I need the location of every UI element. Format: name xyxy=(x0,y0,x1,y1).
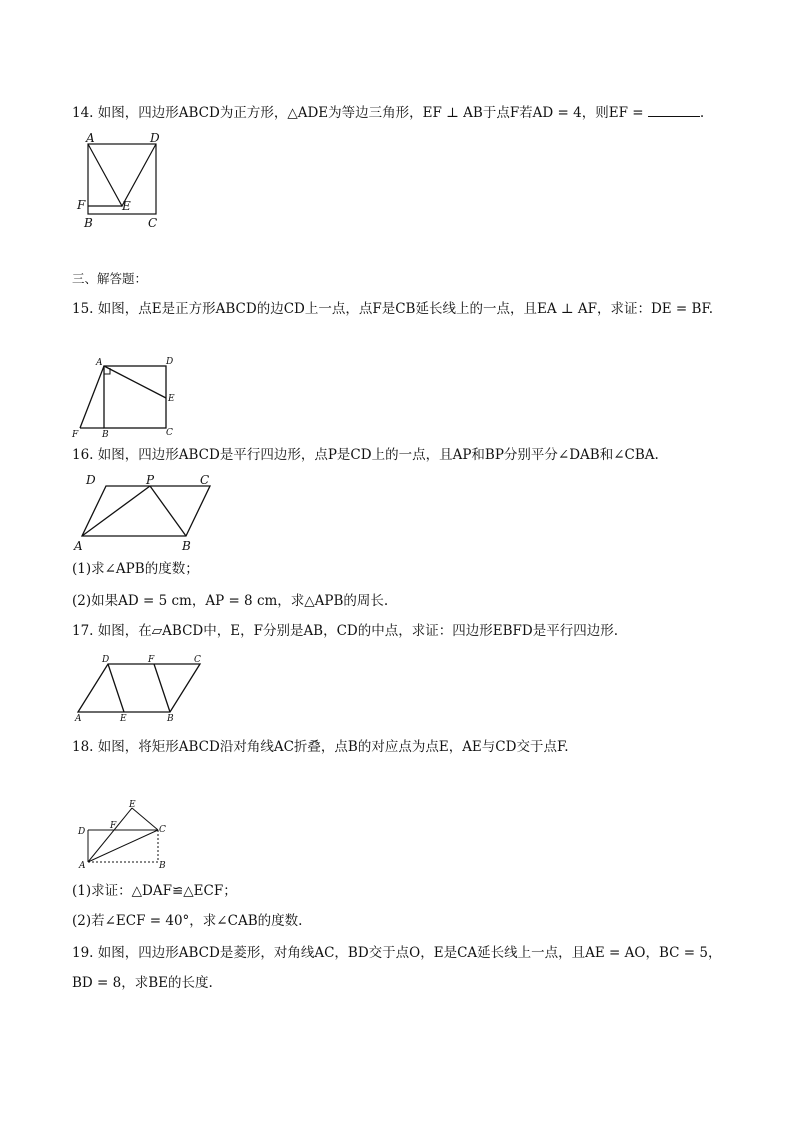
q16-sub1: (1)求∠APB的度数； xyxy=(72,561,199,577)
section-heading: 三、解答题： xyxy=(72,271,148,286)
q16-sub2: (2)如果AD = 5 cm，AP = 8 cm，求△APB的周长. xyxy=(72,593,389,609)
q17-figure xyxy=(72,652,212,724)
label-P: P xyxy=(146,473,155,487)
q15-figure xyxy=(66,352,186,440)
label-A: A xyxy=(86,131,95,145)
q16-text: 16. 如图，四边形ABCD是平行四边形，点P是CD上的一点，且AP和BP分别平分∠DAB和∠CBA. xyxy=(72,447,659,463)
label-D: D xyxy=(102,655,110,665)
q17-text: 17. 如图，在▱ABCD中，E，F分别是AB，CD的中点，求证：四边形EBFD是平行四边形. xyxy=(72,623,619,639)
q19-line1: 19. 如图，四边形ABCD是菱形，对角线AC，BD交于点O，E是CA延长线上一点，且AE = AO，BC = 5， xyxy=(72,945,722,961)
q14-figure xyxy=(74,130,174,232)
label-F: F xyxy=(148,655,155,665)
q15-text: 15. 如图，点E是正方形ABCD的边CD上一点，点F是CB延长线上的一点，且EA ⊥ AF，求证：DE = BF. xyxy=(72,301,714,317)
label-C: C xyxy=(159,825,166,835)
q18-figure xyxy=(74,796,174,870)
label-F: F xyxy=(77,198,86,212)
label-D: D xyxy=(166,357,174,367)
q18-sub1: (1)求证：△DAF≌△ECF； xyxy=(72,883,237,899)
label-C: C xyxy=(200,473,210,487)
q18-sub2: (2)若∠ECF = 40°，求∠CAB的度数. xyxy=(72,913,303,929)
q14-text xyxy=(72,104,704,122)
q18-text: 18. 如图，将矩形ABCD沿对角线AC折叠，点B的对应点为点E，AE与CD交于点F. xyxy=(72,739,569,755)
q14-tail: . xyxy=(699,105,705,121)
label-E: E xyxy=(129,800,136,810)
label-E: E xyxy=(168,394,175,404)
label-E: E xyxy=(122,199,131,213)
label-D: D xyxy=(78,827,86,837)
label-F: F xyxy=(110,821,117,831)
label-F: F xyxy=(72,430,79,440)
label-C: C xyxy=(166,428,173,438)
q16-figure xyxy=(70,472,220,554)
label-B: B xyxy=(159,861,166,870)
label-A: A xyxy=(74,539,83,553)
q14-statement: 14. 如图，四边形ABCD为正方形，△ADE为等边三角形，EF ⊥ AB于点F若AD = 4，则EF = xyxy=(72,105,648,121)
label-D: D xyxy=(86,473,96,487)
label-C: C xyxy=(194,655,201,665)
label-D: D xyxy=(150,131,160,145)
label-B: B xyxy=(182,539,191,553)
label-A: A xyxy=(79,861,86,870)
label-E: E xyxy=(120,714,127,724)
label-A: A xyxy=(96,358,103,368)
label-B: B xyxy=(84,216,93,230)
label-C: C xyxy=(148,216,158,230)
label-B: B xyxy=(167,714,174,724)
q19-line2: BD = 8，求BE的长度. xyxy=(72,975,213,991)
label-A: A xyxy=(75,714,82,724)
answer-blank[interactable] xyxy=(648,104,700,117)
label-B: B xyxy=(102,430,109,440)
